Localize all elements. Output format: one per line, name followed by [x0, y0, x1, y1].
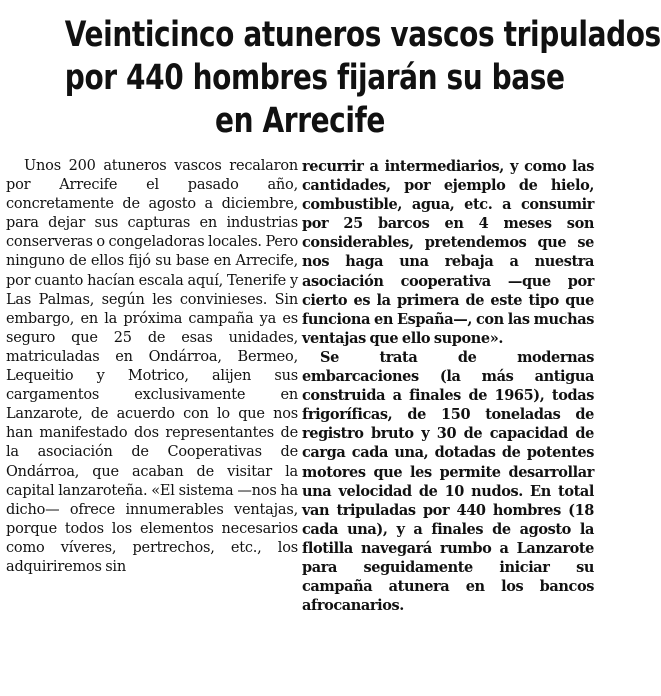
body-paragraph-1: Unos 200 atuneros vascos recalaron por Arrecife el pasado año, concretamente de agosto a diciembre, para dejar sus capturas en industrias conserveras o congeladoras locales. Pero ninguno de ellos fijó su base en Arrecife, por cuanto hacían escala aquí, Tenerife y Las Palmas, según les convinieses. Sin embargo, en la próxima campaña ya es seguro que 25 de esas unidades, matriculadas en Ondárroa, Bermeo, Lequeitio y Motrico, alijen sus cargamentos exclusivamente en Lanzarote, de acuerdo con lo que nos han manifestado dos representantes de la asociación de Cooperativas de Ondárroa, que acaban de visitar la capital lanzaroteña. «El sistema —nos ha dicho— ofrece innumerables ventajas, porque todos los elementos necesarios como víveres, pertrechos, etc., los adquiriremos sin [6, 158, 298, 575]
headline-line-3: en Arrecife [215, 101, 385, 141]
body-paragraph-3: Se trata de modernas embarcaciones (la más antigua construida a finales de 1965), todas frigoríficas, de 150 toneladas de registro bruto y 30 de capacidad de carga cada una, dotadas de potentes motores que les permite desarrollar una velocidad de 10 nudos. En total van tripuladas por 440 hombres (18 cada una), y a finales de agosto la flotilla navegará rumbo a Lanzarote para seguidamente iniciar su campaña atunera en los bancos afrocanarios. [302, 348, 594, 615]
article-headline [64, 0, 661, 143]
headline-line-1: Veinticinco atuneros vascos tripulados [64, 15, 661, 55]
headline-line-2: por 440 hombres fijarán su base [64, 58, 565, 98]
right-column [302, 157, 594, 615]
left-column [6, 157, 298, 615]
body-paragraph-2: recurrir a intermediarios, y como las cantidades, por ejemplo de hielo, combustible, agua, etc. a consumir por 25 barcos en 4 meses son considerables, pretendemos que se nos haga una rebaja a nuestra asociación cooperativa —que por cierto es la primera de este tipo que funciona en España—, con las muchas ventajas que ello supone». [302, 158, 594, 347]
article-body [6, 157, 594, 615]
